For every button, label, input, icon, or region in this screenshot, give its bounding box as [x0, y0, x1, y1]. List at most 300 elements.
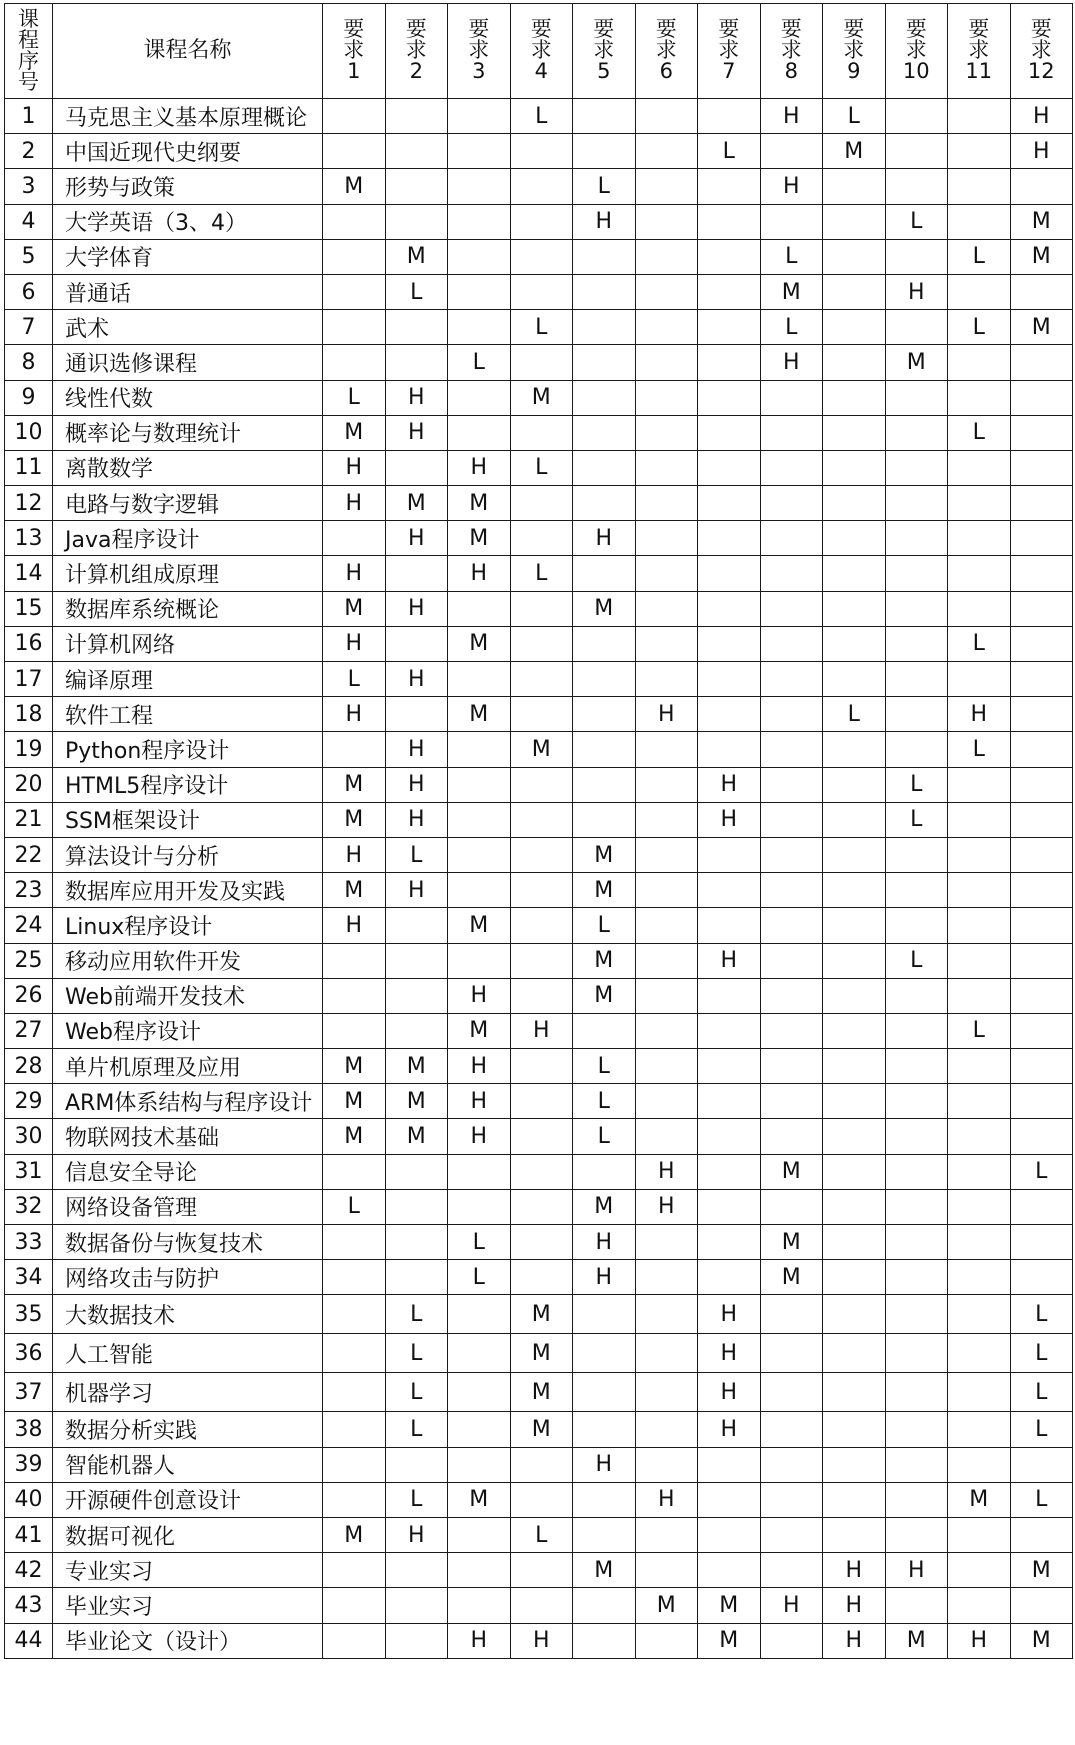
requirement-4-cell: L	[510, 99, 573, 134]
requirement-7-cell	[698, 1013, 761, 1048]
requirement-3-cell	[448, 943, 511, 978]
course-name: 数据库应用开发及实践	[53, 873, 323, 908]
requirement-8-cell: H	[760, 169, 823, 204]
requirement-8-cell	[760, 134, 823, 169]
requirement-5-cell	[573, 345, 636, 380]
requirement-11-cell	[948, 1553, 1011, 1588]
header-requirement-6	[635, 4, 698, 99]
requirement-1-cell: M	[323, 1517, 386, 1552]
requirement-3-cell: H	[448, 1049, 511, 1084]
requirement-6-cell	[635, 1447, 698, 1482]
requirement-6-cell	[635, 380, 698, 415]
requirement-5-cell: H	[573, 1225, 636, 1260]
requirement-12-cell	[1010, 274, 1073, 309]
table-row	[5, 380, 1073, 415]
requirement-4-cell	[510, 978, 573, 1013]
course-number: 12	[5, 486, 53, 521]
header-requirement-3	[448, 4, 511, 99]
requirement-6-cell	[635, 1295, 698, 1334]
requirement-10-cell	[885, 1260, 948, 1295]
requirement-10-cell	[885, 1084, 948, 1119]
course-number: 3	[5, 169, 53, 204]
table-row	[5, 310, 1073, 345]
requirement-7-cell	[698, 1225, 761, 1260]
requirement-11-cell	[948, 1373, 1011, 1412]
course-number: 40	[5, 1482, 53, 1517]
requirement-9-cell	[823, 415, 886, 450]
requirement-1-cell	[323, 943, 386, 978]
course-name: 信息安全导论	[53, 1154, 323, 1189]
course-name: 形势与政策	[53, 169, 323, 204]
requirement-3-cell: H	[448, 1084, 511, 1119]
requirement-8-cell: M	[760, 1225, 823, 1260]
course-number: 43	[5, 1588, 53, 1623]
requirement-10-cell	[885, 662, 948, 697]
table-row	[5, 134, 1073, 169]
course-number: 33	[5, 1225, 53, 1260]
course-name: 单片机原理及应用	[53, 1049, 323, 1084]
requirement-1-cell	[323, 204, 386, 239]
requirement-10-cell: M	[885, 345, 948, 380]
requirement-10-cell	[885, 591, 948, 626]
table-row	[5, 1553, 1073, 1588]
requirement-12-cell	[1010, 908, 1073, 943]
requirement-10-cell	[885, 1334, 948, 1373]
course-name: 机器学习	[53, 1373, 323, 1412]
requirement-8-cell	[760, 1517, 823, 1552]
course-number: 29	[5, 1084, 53, 1119]
requirement-4-cell	[510, 1588, 573, 1623]
requirement-4-cell	[510, 767, 573, 802]
course-name: 毕业论文（设计）	[53, 1623, 323, 1658]
requirement-1-cell: L	[323, 662, 386, 697]
requirement-4-cell	[510, 1482, 573, 1517]
requirement-1-cell: M	[323, 169, 386, 204]
requirement-2-cell	[385, 310, 448, 345]
requirement-3-cell: L	[448, 1225, 511, 1260]
requirement-4-cell: H	[510, 1623, 573, 1658]
requirement-2-cell: L	[385, 1295, 448, 1334]
requirement-7-cell	[698, 486, 761, 521]
requirement-11-cell	[948, 1588, 1011, 1623]
requirement-11-cell	[948, 1447, 1011, 1482]
requirement-1-cell: M	[323, 415, 386, 450]
requirement-3-cell	[448, 134, 511, 169]
requirement-12-cell	[1010, 1013, 1073, 1048]
requirement-2-cell	[385, 450, 448, 485]
requirement-4-cell: M	[510, 1334, 573, 1373]
requirement-11-cell	[948, 1260, 1011, 1295]
requirement-5-cell: M	[573, 837, 636, 872]
requirement-7-cell: H	[698, 1412, 761, 1447]
requirement-8-cell	[760, 1447, 823, 1482]
requirement-7-cell	[698, 1119, 761, 1154]
requirement-2-cell	[385, 908, 448, 943]
course-number: 37	[5, 1373, 53, 1412]
course-name: 大学体育	[53, 239, 323, 274]
course-name: 马克思主义基本原理概论	[53, 99, 323, 134]
requirement-10-cell	[885, 1412, 948, 1447]
course-number: 13	[5, 521, 53, 556]
requirement-8-cell: M	[760, 1260, 823, 1295]
requirement-4-cell: M	[510, 1373, 573, 1412]
requirement-10-cell	[885, 415, 948, 450]
requirement-11-cell	[948, 943, 1011, 978]
requirement-11-cell	[948, 978, 1011, 1013]
table-row	[5, 1373, 1073, 1412]
requirement-7-cell: H	[698, 802, 761, 837]
requirement-3-cell: M	[448, 908, 511, 943]
requirement-4-cell	[510, 1447, 573, 1482]
requirement-10-cell	[885, 1189, 948, 1224]
requirement-4-cell	[510, 1084, 573, 1119]
requirement-12-cell: L	[1010, 1412, 1073, 1447]
requirement-1-cell	[323, 1412, 386, 1447]
requirement-9-cell	[823, 169, 886, 204]
requirement-8-cell	[760, 1482, 823, 1517]
course-name: Java程序设计	[53, 521, 323, 556]
requirement-9-cell	[823, 1295, 886, 1334]
header-requirement-5	[573, 4, 636, 99]
requirement-9-cell	[823, 908, 886, 943]
requirement-8-cell	[760, 978, 823, 1013]
requirement-12-cell	[1010, 1084, 1073, 1119]
requirement-4-cell	[510, 591, 573, 626]
table-row	[5, 662, 1073, 697]
requirement-2-cell: H	[385, 521, 448, 556]
course-number: 4	[5, 204, 53, 239]
requirement-4-cell	[510, 521, 573, 556]
requirement-9-cell	[823, 873, 886, 908]
requirement-4-cell	[510, 626, 573, 661]
requirement-10-cell	[885, 1447, 948, 1482]
table-row	[5, 943, 1073, 978]
requirement-5-cell: L	[573, 169, 636, 204]
requirement-11-cell: L	[948, 415, 1011, 450]
requirement-5-cell: M	[573, 943, 636, 978]
requirement-11-cell	[948, 1295, 1011, 1334]
requirement-7-cell	[698, 697, 761, 732]
course-name: Web前端开发技术	[53, 978, 323, 1013]
requirement-7-cell	[698, 1260, 761, 1295]
requirement-1-cell	[323, 978, 386, 1013]
course-number: 22	[5, 837, 53, 872]
course-name: ARM体系结构与程序设计	[53, 1084, 323, 1119]
table-row	[5, 732, 1073, 767]
course-name: 毕业实习	[53, 1588, 323, 1623]
requirement-6-cell	[635, 1553, 698, 1588]
requirement-3-cell	[448, 1295, 511, 1334]
requirement-10-cell	[885, 1013, 948, 1048]
course-name: 电路与数字逻辑	[53, 486, 323, 521]
requirement-6-cell: H	[635, 1189, 698, 1224]
requirement-3-cell	[448, 1447, 511, 1482]
requirement-3-cell: M	[448, 521, 511, 556]
requirement-7-cell	[698, 415, 761, 450]
requirement-9-cell	[823, 1225, 886, 1260]
table-row	[5, 908, 1073, 943]
requirement-4-cell: M	[510, 1412, 573, 1447]
requirement-5-cell: H	[573, 1260, 636, 1295]
requirement-3-cell: M	[448, 1482, 511, 1517]
requirement-6-cell	[635, 521, 698, 556]
requirement-8-cell	[760, 1623, 823, 1658]
requirement-8-cell: H	[760, 345, 823, 380]
requirement-4-cell: H	[510, 1013, 573, 1048]
table-row	[5, 1119, 1073, 1154]
requirement-8-cell	[760, 1295, 823, 1334]
requirement-5-cell	[573, 134, 636, 169]
course-number: 9	[5, 380, 53, 415]
requirement-1-cell: M	[323, 767, 386, 802]
requirement-3-cell	[448, 239, 511, 274]
requirement-3-cell	[448, 591, 511, 626]
requirement-3-cell: L	[448, 345, 511, 380]
course-number: 7	[5, 310, 53, 345]
course-name: 普通话	[53, 274, 323, 309]
table-row	[5, 1154, 1073, 1189]
requirement-6-cell	[635, 274, 698, 309]
requirement-2-cell: H	[385, 415, 448, 450]
requirement-4-cell	[510, 1119, 573, 1154]
requirement-6-cell	[635, 978, 698, 1013]
course-number: 42	[5, 1553, 53, 1588]
table-row	[5, 1412, 1073, 1447]
requirement-3-cell: H	[448, 556, 511, 591]
requirement-1-cell: M	[323, 873, 386, 908]
header-requirement-label: 要 求 8	[780, 17, 802, 83]
course-name: Python程序设计	[53, 732, 323, 767]
table-row	[5, 1013, 1073, 1048]
requirement-6-cell	[635, 1334, 698, 1373]
requirement-1-cell	[323, 1553, 386, 1588]
requirement-10-cell	[885, 1119, 948, 1154]
requirement-8-cell	[760, 415, 823, 450]
requirement-11-cell	[948, 1517, 1011, 1552]
requirement-7-cell: M	[698, 1588, 761, 1623]
requirement-5-cell	[573, 662, 636, 697]
requirement-8-cell	[760, 626, 823, 661]
requirement-2-cell	[385, 943, 448, 978]
requirement-3-cell	[448, 662, 511, 697]
course-number: 32	[5, 1189, 53, 1224]
requirement-12-cell	[1010, 169, 1073, 204]
requirement-1-cell: M	[323, 1119, 386, 1154]
course-name: 物联网技术基础	[53, 1119, 323, 1154]
requirement-2-cell: H	[385, 662, 448, 697]
requirement-8-cell: M	[760, 1154, 823, 1189]
requirement-7-cell	[698, 169, 761, 204]
requirement-2-cell	[385, 1189, 448, 1224]
requirement-12-cell: M	[1010, 310, 1073, 345]
requirement-11-cell	[948, 1334, 1011, 1373]
requirement-9-cell	[823, 556, 886, 591]
requirement-7-cell	[698, 450, 761, 485]
requirement-2-cell: H	[385, 380, 448, 415]
requirement-9-cell	[823, 521, 886, 556]
requirement-11-cell	[948, 591, 1011, 626]
requirement-5-cell: H	[573, 521, 636, 556]
requirement-12-cell: L	[1010, 1373, 1073, 1412]
requirement-2-cell: M	[385, 239, 448, 274]
requirement-10-cell	[885, 556, 948, 591]
table-row	[5, 415, 1073, 450]
requirement-10-cell	[885, 978, 948, 1013]
course-number: 44	[5, 1623, 53, 1658]
requirement-5-cell	[573, 1482, 636, 1517]
requirement-10-cell	[885, 908, 948, 943]
requirement-4-cell: L	[510, 310, 573, 345]
table-row	[5, 204, 1073, 239]
requirement-1-cell	[323, 1013, 386, 1048]
table-row	[5, 626, 1073, 661]
course-name: 通识选修课程	[53, 345, 323, 380]
requirement-1-cell	[323, 1482, 386, 1517]
requirement-4-cell	[510, 1225, 573, 1260]
requirement-9-cell	[823, 802, 886, 837]
course-number: 19	[5, 732, 53, 767]
requirement-5-cell	[573, 1154, 636, 1189]
requirement-2-cell: H	[385, 802, 448, 837]
requirement-7-cell	[698, 310, 761, 345]
course-number: 20	[5, 767, 53, 802]
requirement-2-cell: H	[385, 591, 448, 626]
course-name: 开源硬件创意设计	[53, 1482, 323, 1517]
course-name: 线性代数	[53, 380, 323, 415]
requirement-2-cell: H	[385, 732, 448, 767]
requirement-7-cell	[698, 1517, 761, 1552]
course-number: 31	[5, 1154, 53, 1189]
table-row	[5, 521, 1073, 556]
requirement-7-cell	[698, 1553, 761, 1588]
requirement-8-cell: H	[760, 1588, 823, 1623]
requirement-3-cell	[448, 1189, 511, 1224]
requirement-10-cell	[885, 380, 948, 415]
requirement-10-cell	[885, 310, 948, 345]
requirement-8-cell	[760, 380, 823, 415]
requirement-2-cell: L	[385, 1412, 448, 1447]
requirement-11-cell	[948, 1049, 1011, 1084]
requirement-10-cell	[885, 486, 948, 521]
requirement-12-cell: M	[1010, 1623, 1073, 1658]
requirement-3-cell: M	[448, 697, 511, 732]
requirement-4-cell	[510, 662, 573, 697]
course-number: 14	[5, 556, 53, 591]
requirement-12-cell	[1010, 345, 1073, 380]
header-course-name	[53, 4, 323, 99]
requirement-8-cell	[760, 591, 823, 626]
requirement-5-cell	[573, 1373, 636, 1412]
requirement-4-cell	[510, 837, 573, 872]
requirement-10-cell: H	[885, 1553, 948, 1588]
requirement-9-cell	[823, 239, 886, 274]
requirement-3-cell: H	[448, 978, 511, 1013]
table-row	[5, 450, 1073, 485]
course-name: 数据备份与恢复技术	[53, 1225, 323, 1260]
requirement-1-cell: H	[323, 837, 386, 872]
requirement-3-cell: H	[448, 1623, 511, 1658]
requirement-3-cell	[448, 204, 511, 239]
requirement-11-cell	[948, 1225, 1011, 1260]
requirement-6-cell	[635, 169, 698, 204]
requirement-10-cell	[885, 134, 948, 169]
requirement-6-cell	[635, 662, 698, 697]
requirement-6-cell	[635, 1412, 698, 1447]
requirement-8-cell	[760, 943, 823, 978]
requirement-5-cell: L	[573, 1119, 636, 1154]
requirement-1-cell: M	[323, 591, 386, 626]
requirement-12-cell: L	[1010, 1295, 1073, 1334]
requirement-11-cell	[948, 767, 1011, 802]
requirement-1-cell	[323, 1334, 386, 1373]
requirement-3-cell	[448, 1588, 511, 1623]
requirement-9-cell	[823, 204, 886, 239]
header-requirement-4	[510, 4, 573, 99]
requirement-6-cell	[635, 1013, 698, 1048]
table-row	[5, 345, 1073, 380]
requirement-4-cell	[510, 943, 573, 978]
requirement-4-cell: M	[510, 732, 573, 767]
requirement-8-cell	[760, 873, 823, 908]
requirement-1-cell	[323, 310, 386, 345]
requirement-7-cell: H	[698, 767, 761, 802]
requirement-11-cell: H	[948, 1623, 1011, 1658]
table-row	[5, 978, 1073, 1013]
requirement-11-cell	[948, 662, 1011, 697]
requirement-4-cell	[510, 239, 573, 274]
requirement-6-cell	[635, 134, 698, 169]
course-name: 大数据技术	[53, 1295, 323, 1334]
requirement-6-cell	[635, 1225, 698, 1260]
header-requirement-label: 要 求 12	[1027, 17, 1055, 83]
matrix-body	[5, 99, 1073, 1659]
requirement-7-cell	[698, 1084, 761, 1119]
requirement-8-cell	[760, 1373, 823, 1412]
header-requirement-12	[1010, 4, 1073, 99]
requirement-8-cell	[760, 767, 823, 802]
table-row	[5, 1084, 1073, 1119]
header-requirement-8	[760, 4, 823, 99]
requirement-12-cell	[1010, 1260, 1073, 1295]
requirement-8-cell: H	[760, 99, 823, 134]
course-number: 23	[5, 873, 53, 908]
requirement-7-cell	[698, 732, 761, 767]
requirement-10-cell: L	[885, 943, 948, 978]
requirement-4-cell	[510, 908, 573, 943]
requirement-8-cell	[760, 1412, 823, 1447]
requirement-5-cell: L	[573, 908, 636, 943]
requirement-5-cell	[573, 99, 636, 134]
requirement-6-cell	[635, 943, 698, 978]
requirement-7-cell	[698, 1154, 761, 1189]
requirement-3-cell	[448, 415, 511, 450]
requirement-5-cell: M	[573, 591, 636, 626]
requirement-6-cell	[635, 204, 698, 239]
requirement-4-cell	[510, 802, 573, 837]
course-number: 1	[5, 99, 53, 134]
requirement-1-cell	[323, 134, 386, 169]
requirement-6-cell	[635, 486, 698, 521]
requirement-1-cell: H	[323, 486, 386, 521]
course-name: 大学英语（3、4）	[53, 204, 323, 239]
requirement-3-cell	[448, 802, 511, 837]
course-number: 34	[5, 1260, 53, 1295]
requirement-5-cell: L	[573, 1084, 636, 1119]
requirement-4-cell: L	[510, 556, 573, 591]
requirement-8-cell	[760, 1334, 823, 1373]
requirement-1-cell: H	[323, 556, 386, 591]
requirement-8-cell	[760, 1049, 823, 1084]
